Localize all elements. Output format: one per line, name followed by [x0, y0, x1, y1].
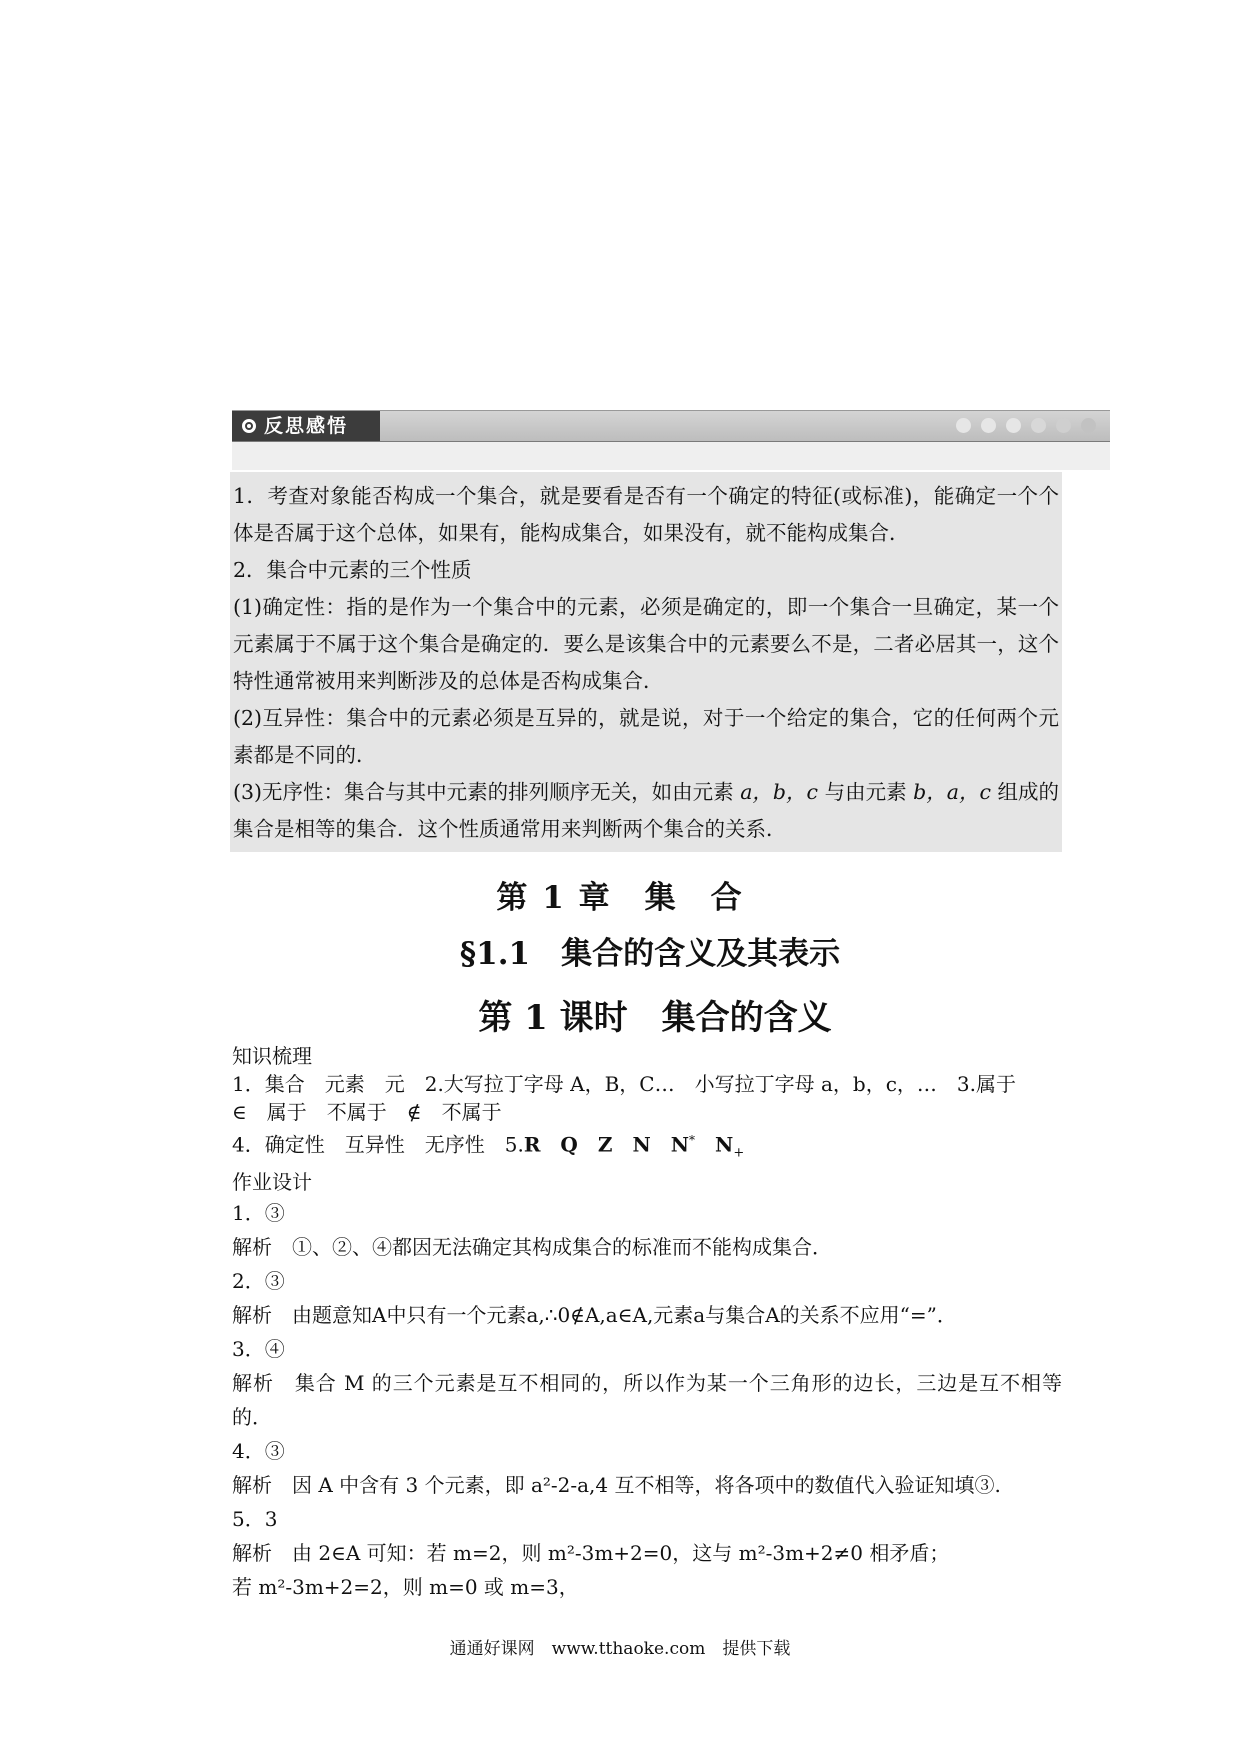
reflection-banner	[232, 410, 1110, 470]
dot-icon	[1056, 418, 1071, 433]
body-line: 4．③	[232, 1438, 285, 1463]
superscript: *	[689, 1133, 696, 1147]
footer-credit: 通通好课网 www.tthaoke.com 提供下载	[449, 1639, 791, 1659]
reflection-box	[230, 472, 1062, 852]
body-line: 5．3	[232, 1506, 278, 1531]
banner-tab	[232, 411, 380, 441]
banner-title: 反思感悟	[264, 415, 349, 437]
body-line: 若 m²-3m+2=2，则 m=0 或 m=3，	[232, 1574, 579, 1599]
reflection-paragraph: 1．考查对象能否构成一个集合，就是要看是否有一个确定的特征(或标准)，能确定一个个体是否属于这个总体，如果有，能构成集合，如果没有，就不能构成集合．	[233, 484, 1059, 545]
body-line: 解析 因 A 中含有 3 个元素，即 a²-2-a,4 互不相等，将各项中的数值代入验证知填③.	[232, 1472, 1001, 1497]
lesson-title: 第 1 课时 集合的含义	[478, 998, 832, 1038]
reflection-paragraph: (1)确定性：指的是作为一个集合中的元素，必须是确定的，即一个集合一旦确定，某一个元素属于不属于这个集合是确定的．要么是该集合中的元素要么不是，二者必居其一，这个特性通常被用来判断涉及的总体是否构成集合．	[233, 595, 1059, 693]
reflection-paragraph	[233, 774, 1059, 848]
body-line: ∈ 属于 不属于 ∉ 不属于	[232, 1100, 502, 1124]
body-line: 1．集合 元素 元 2.大写拉丁字母 A，B，C… 小写拉丁字母 a，b，c，… 3.属于	[232, 1072, 1016, 1096]
body-line: 作业设计	[232, 1169, 312, 1194]
dot-icon	[1006, 418, 1021, 433]
number-sets: N	[695, 1132, 734, 1157]
dot-icon	[1081, 418, 1096, 433]
banner-dots	[956, 418, 1096, 433]
banner-bar	[232, 410, 1110, 443]
dot-icon	[1031, 418, 1046, 433]
body-line: 解析 由 2∈A 可知：若 m=2，则 m²-3m+2=0，这与 m²-3m+2≠0 相矛盾；	[232, 1540, 950, 1565]
chapter-title: 第 1 章 集 合	[496, 880, 744, 916]
body-line: 1．③	[232, 1200, 285, 1225]
text-run: (3)无序性：集合与其中元素的排列顺序无关，如由元素	[233, 780, 741, 804]
body-line: 3．④	[232, 1336, 285, 1361]
body-line: 知识梳理	[232, 1044, 312, 1068]
text-run: 4．确定性 互异性 无序性 5.	[232, 1132, 524, 1157]
body-line: 解析 集合 M 的三个元素是互不相同的，所以作为某一个三角形的边长，三边是互不相等的．	[232, 1370, 1062, 1429]
target-circle-icon	[242, 419, 256, 433]
section-title: §1.1 集合的含义及其表示	[459, 936, 841, 972]
body-line: 解析 ①、②、④都因无法确定其构成集合的标准而不能构成集合．	[232, 1234, 832, 1259]
banner-strip	[232, 442, 1110, 470]
math-run: a，b，c	[740, 780, 819, 804]
body-line	[232, 1126, 1062, 1168]
number-sets: R Q Z N N	[523, 1132, 690, 1157]
body-line: 解析 由题意知A中只有一个元素a,∴0∉A,a∈A,元素a与集合A的关系不应用“=”．	[232, 1302, 957, 1327]
subscript: +	[733, 1145, 745, 1161]
text-run: 与由元素	[818, 780, 914, 804]
body-line: 2．③	[232, 1268, 285, 1293]
reflection-paragraph: 2．集合中元素的三个性质	[233, 558, 472, 582]
math-run: b，a，c	[913, 780, 991, 804]
dot-icon	[981, 418, 996, 433]
text-run: 组成的集合是相等的集合．这个性质通常用来判断两个集合的关系．	[233, 780, 1059, 841]
dot-icon	[956, 418, 971, 433]
answer-body	[232, 1042, 1062, 1604]
reflection-paragraph: (2)互异性：集合中的元素必须是互异的，就是说，对于一个给定的集合，它的任何两个元素都是不同的．	[233, 706, 1059, 767]
